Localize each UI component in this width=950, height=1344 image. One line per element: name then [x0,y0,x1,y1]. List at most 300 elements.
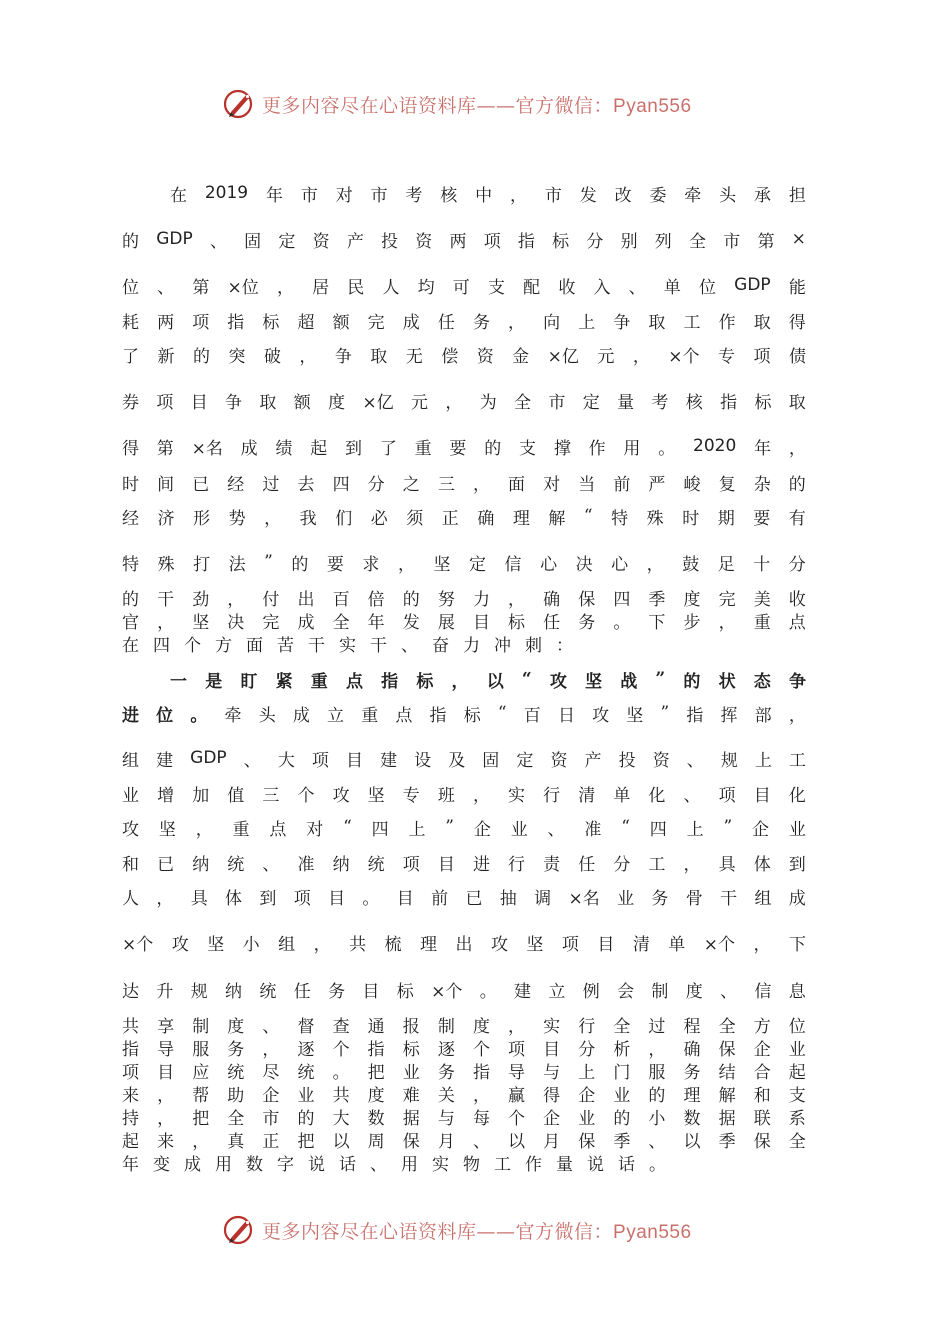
text-token: 联 [753,1108,771,1129]
text-token: 字 [277,1154,294,1175]
text-token: 偿 [441,346,459,367]
text-token: 绩 [275,438,293,459]
text-token: 目 [362,981,380,1002]
text-token: 决 [575,554,593,575]
text-token: 市 [548,392,566,413]
text-token: 合 [753,1062,771,1083]
text-token: 任 [437,312,455,333]
text-token: 结 [718,1062,736,1083]
wechat-id: Pyan556 [613,95,692,117]
text-token: 们 [335,508,353,529]
text-token: 以 [332,1131,350,1152]
text-token: ， [227,589,245,610]
text-token: ×亿 [362,392,394,413]
text-token: 企 [543,1108,561,1129]
text-token: 实 [508,785,526,806]
text-token: 产 [584,750,602,771]
text-token: 能 [788,277,806,298]
text-token: 建 [380,750,398,771]
text-token: 个 [297,785,315,806]
text-token: 企 [473,819,491,840]
paragraph-line [122,308,806,332]
text-token: 别 [620,231,638,252]
text-token: 打 [193,554,211,575]
text-token: 查 [332,1016,350,1037]
text-token: 足 [717,554,735,575]
text-token: 完 [262,612,280,633]
text-token: ×位 [227,277,259,298]
text-token: 具 [190,888,208,909]
text-token: 纳 [225,981,243,1002]
text-token: 坚 [367,785,385,806]
text-token: 上 [578,1062,596,1083]
text-token: 我 [299,508,317,529]
text-token: ” [445,817,454,837]
text-token: 项 [402,854,420,875]
paragraph-line [170,181,806,205]
text-token: 调 [534,888,552,909]
text-token: 全 [788,1131,806,1152]
text-token: 十 [753,554,771,575]
text-token: 固 [244,231,262,252]
text-token: 信 [754,981,772,1002]
text-token: 决 [227,612,245,633]
text-token: 助 [227,1085,245,1106]
text-token: 理 [512,508,530,529]
text-token: 对 [335,185,353,206]
text-token: 日 [557,705,575,726]
text-token: 的 [291,554,309,575]
text-token: 步 [683,612,701,633]
text-token: 用 [215,1154,232,1175]
text-token: 面 [246,635,263,656]
text-token: 专 [718,346,735,367]
text-token: 时 [682,508,700,529]
text-token: 上 [578,312,596,333]
text-token: 完 [367,312,385,333]
text-token: ×个 [122,934,154,955]
paragraph-line [122,746,806,770]
paragraph-line [122,850,806,874]
text-token: 统 [227,1062,245,1083]
text-token: ， [510,185,527,206]
text-token: 数 [367,1108,385,1129]
text-token: “ [621,817,630,837]
text-token: 分 [367,474,385,495]
text-token: 挥 [720,705,738,726]
text-token: 攻 [592,705,610,726]
text-token: 下 [648,612,666,633]
text-token: 新 [157,346,175,367]
text-token: 市 [300,185,318,206]
text-token: 以 [486,671,504,692]
text-token: 度 [472,1016,490,1037]
text-token: 撑 [553,438,571,459]
text-token: 、 [157,277,175,298]
text-token: 配 [523,277,541,298]
text-token: 立 [327,705,345,726]
text-token: 杂 [753,474,771,495]
text-token: 必 [370,508,388,529]
text-token: 特 [122,554,139,575]
paragraph-line [122,504,806,528]
text-token: 周 [367,1131,385,1152]
text-token: 委 [649,185,667,206]
text-token: 支 [788,1085,806,1106]
text-token: 项 [508,1039,526,1060]
text-token: 作 [588,438,606,459]
text-token: 指 [517,231,535,252]
text-token: 分 [613,854,631,875]
text-token: 业 [122,785,139,806]
text-token: 倍 [367,589,385,610]
header-banner [0,84,950,124]
text-token: 保 [718,1039,736,1060]
text-token: 务 [683,1062,701,1083]
text-token: 目 [157,1062,175,1083]
text-token: ×名 [191,438,223,459]
text-token: 设 [414,750,432,771]
text-token: 重 [414,438,432,459]
text-token: 年 [265,185,283,206]
text-token: 成 [184,1154,201,1175]
text-token: 数 [683,1108,701,1129]
text-token: 分 [578,1039,596,1060]
text-token: 分 [586,231,604,252]
text-token: 目 [345,750,363,771]
text-token: 发 [402,612,420,633]
text-token: 两 [157,312,175,333]
paragraph-line [122,1104,806,1128]
text-token: 、 [472,1131,490,1152]
text-token: 两 [449,231,467,252]
text-token: 上 [754,750,772,771]
text-token: 下 [788,934,806,955]
paragraph-line [122,1127,806,1151]
text-token: 单 [668,934,686,955]
text-token: “ [497,703,507,723]
text-token: 赢 [508,1085,526,1106]
text-token: 清 [632,934,650,955]
paragraph-line [122,701,806,725]
text-token: 干 [308,635,325,656]
text-token: 具 [718,854,736,875]
text-token: 单 [613,785,631,806]
text-token: 完 [718,589,736,610]
contact-label: 官方微信： [515,1220,614,1243]
text-token: 大 [277,750,295,771]
text-token: 争 [788,671,806,692]
text-token: 季 [718,1131,736,1152]
text-token: 四 [153,635,170,656]
text-token: 项 [293,888,311,909]
text-token: 点 [788,612,806,633]
text-token: ， [632,346,650,367]
paragraph-line [122,815,806,839]
text-token: 度 [328,392,346,413]
text-token: 为 [479,392,497,413]
text-token: 坚 [207,934,225,955]
text-token: 位 [122,277,139,298]
paragraph-line [122,884,806,908]
text-token: 清 [578,785,596,806]
text-token: 市 [262,1108,280,1129]
text-token: 指 [227,312,245,333]
text-token: 去 [297,474,315,495]
text-token: 的 [788,474,806,495]
text-token: 上 [408,819,426,840]
text-token: 量 [556,1154,573,1175]
text-token: 时 [122,474,139,495]
text-token: 目 [472,612,490,633]
text-token: 项 [122,1062,139,1083]
text-token: 的 [402,589,420,610]
text-token: 前 [431,888,449,909]
paragraph-line [122,388,806,412]
text-token: 第 [192,277,210,298]
text-token: 殊 [157,554,175,575]
text-token: 三 [437,474,455,495]
text-token: 重 [753,612,771,633]
text-token: 及 [448,750,466,771]
text-token: 以 [508,1131,526,1152]
text-token: 月 [543,1131,561,1152]
text-token: ， [508,312,526,333]
text-token: 目 [437,854,455,875]
text-token: 成 [292,705,310,726]
text-token: 均 [417,277,435,298]
text-token: 冲 [494,635,511,656]
text-token: 、 [547,819,565,840]
text-token: 投 [618,750,636,771]
text-token: 投 [381,231,399,252]
text-token: 盯 [240,671,258,692]
text-token: 行 [508,854,526,875]
paragraph-line [122,930,806,954]
text-token: 位 [699,277,716,298]
text-token: 居 [312,277,330,298]
text-token: 担 [788,185,806,206]
text-token: 人 [122,888,139,909]
text-token: ， [472,1085,490,1106]
text-token: 到 [345,438,363,459]
text-token: 企 [262,1085,280,1106]
text-token: 增 [157,785,175,806]
text-token: ， [276,277,294,298]
text-token: 享 [157,1016,175,1037]
text-token: 标 [402,1039,420,1060]
text-token: 重 [361,705,379,726]
text-token: ， [788,438,806,459]
text-token: 准 [297,854,315,875]
text-token: 支 [487,277,505,298]
text-token: 年 [122,1154,139,1175]
text-token: 攻 [122,819,139,840]
text-token: ” [655,669,666,689]
text-token: 、 [648,1131,666,1152]
text-token: 方 [215,635,232,656]
text-token: 建 [514,981,532,1002]
text-token: 季 [613,1131,631,1152]
text-token: 共 [332,1085,350,1106]
text-token: 项 [156,392,174,413]
text-token: 体 [225,888,243,909]
text-token: 持 [122,1108,139,1129]
text-token: 2020 [693,436,737,456]
text-token: 已 [465,888,483,909]
text-token: 标 [416,671,434,692]
text-token: 复 [718,474,736,495]
text-token: 的 [122,231,139,252]
text-token: 头 [258,705,276,726]
text-token: 须 [406,508,424,529]
text-token: 度 [227,1016,245,1037]
text-token: 务 [437,1062,455,1083]
text-token: 共 [349,934,367,955]
text-token: 、 [683,785,701,806]
text-token: 起 [122,1131,139,1152]
text-token: 资 [550,750,568,771]
text-token: 鼓 [682,554,700,575]
text-token: 制 [651,981,669,1002]
text-token: 组 [278,934,296,955]
text-token: 与 [437,1108,455,1129]
text-token: 苦 [277,635,294,656]
text-token: 度 [685,981,703,1002]
text-token: 项 [718,785,736,806]
text-token: 奋 [432,635,449,656]
text-token: ， [508,589,526,610]
text-token: 付 [262,589,280,610]
text-token: 进 [472,854,490,875]
text-token: 梳 [384,934,402,955]
text-token: 立 [548,981,566,1002]
text-token: ” [723,817,733,837]
text-token: 变 [153,1154,170,1175]
text-token: 点 [345,671,363,692]
text-token: ， [299,346,317,367]
text-token: 标 [463,705,481,726]
text-token: ， [157,1085,175,1106]
paragraph-line [122,1150,806,1174]
text-token: ” [264,552,273,572]
text-token: 准 [584,819,602,840]
text-token: 年 [754,438,772,459]
text-token: 已 [192,474,210,495]
text-token: 项 [311,750,329,771]
text-token: ， [451,671,469,692]
text-token: 济 [157,508,175,529]
text-token: 争 [613,312,631,333]
text-token: 得 [788,312,806,333]
text-token: 项 [483,231,501,252]
text-token: 建 [156,750,174,771]
text-token: 话 [339,1154,356,1175]
text-token: 确 [683,1039,701,1060]
text-token: 市 [370,185,388,206]
text-token: 展 [437,612,455,633]
text-token: 理 [683,1085,701,1106]
text-token: 据 [402,1108,420,1129]
text-token: 把 [297,1131,315,1152]
text-token: 应 [192,1062,210,1083]
text-token: 一 [170,671,187,692]
text-token: 小 [242,934,260,955]
text-token: 息 [788,981,806,1002]
text-token: 取 [370,346,388,367]
text-token: 说 [587,1154,604,1175]
text-token: 季 [648,589,666,610]
text-token: 。 [658,438,676,459]
text-token: ， [472,785,490,806]
text-token: 有 [788,508,806,529]
text-token: 指 [381,671,399,692]
text-token: 破 [263,346,281,367]
text-token: 、 [370,1154,387,1175]
text-token: 、 [686,750,704,771]
text-token: 干 [720,888,738,909]
text-token: 保 [753,1131,771,1152]
text-token: 心 [540,554,558,575]
paragraph-line [122,977,806,1001]
text-token: 、 [209,231,227,252]
paragraph-line [122,227,806,251]
text-token: 指 [122,1039,139,1060]
text-token: 要 [753,508,771,529]
text-token: 心 [611,554,629,575]
text-token: 攻 [549,671,567,692]
text-token: GDP [734,275,771,295]
text-token: 个 [332,1039,350,1060]
banner-text [262,91,692,118]
text-token: 任 [293,981,311,1002]
text-token: 导 [508,1062,526,1083]
text-token: 逐 [297,1039,315,1060]
text-token: 量 [617,392,635,413]
text-token: 态 [753,671,771,692]
text-token: 。 [649,1154,666,1175]
text-token: 任 [543,612,561,633]
text-token: 正 [441,508,459,529]
paragraph-line [122,608,806,632]
paragraph-line [122,631,806,655]
text-token: 。 [479,981,497,1002]
text-token: 服 [648,1062,666,1083]
text-token: 经 [122,508,139,529]
text-token: 务 [227,1039,245,1060]
text-token: 过 [262,474,280,495]
text-token: 作 [718,312,736,333]
wechat-id: Pyan556 [613,1221,692,1243]
text-token: 资 [312,231,330,252]
paragraph-line [122,1012,806,1036]
text-token: 指 [720,392,738,413]
text-token: 实 [432,1154,449,1175]
text-token: 成 [240,438,258,459]
text-token: 坚 [192,612,210,633]
text-token: 帮 [192,1085,210,1106]
text-token: 四 [371,819,389,840]
text-token: ， [192,1131,210,1152]
paragraph-line [122,434,806,458]
text-token: 个 [472,1039,490,1060]
text-token: 项 [753,346,771,367]
text-token: 纳 [192,854,210,875]
text-token: 工 [789,750,806,771]
text-token: 2019 [204,183,249,203]
text-token: ×个 [668,346,700,367]
text-token: 重 [310,671,328,692]
